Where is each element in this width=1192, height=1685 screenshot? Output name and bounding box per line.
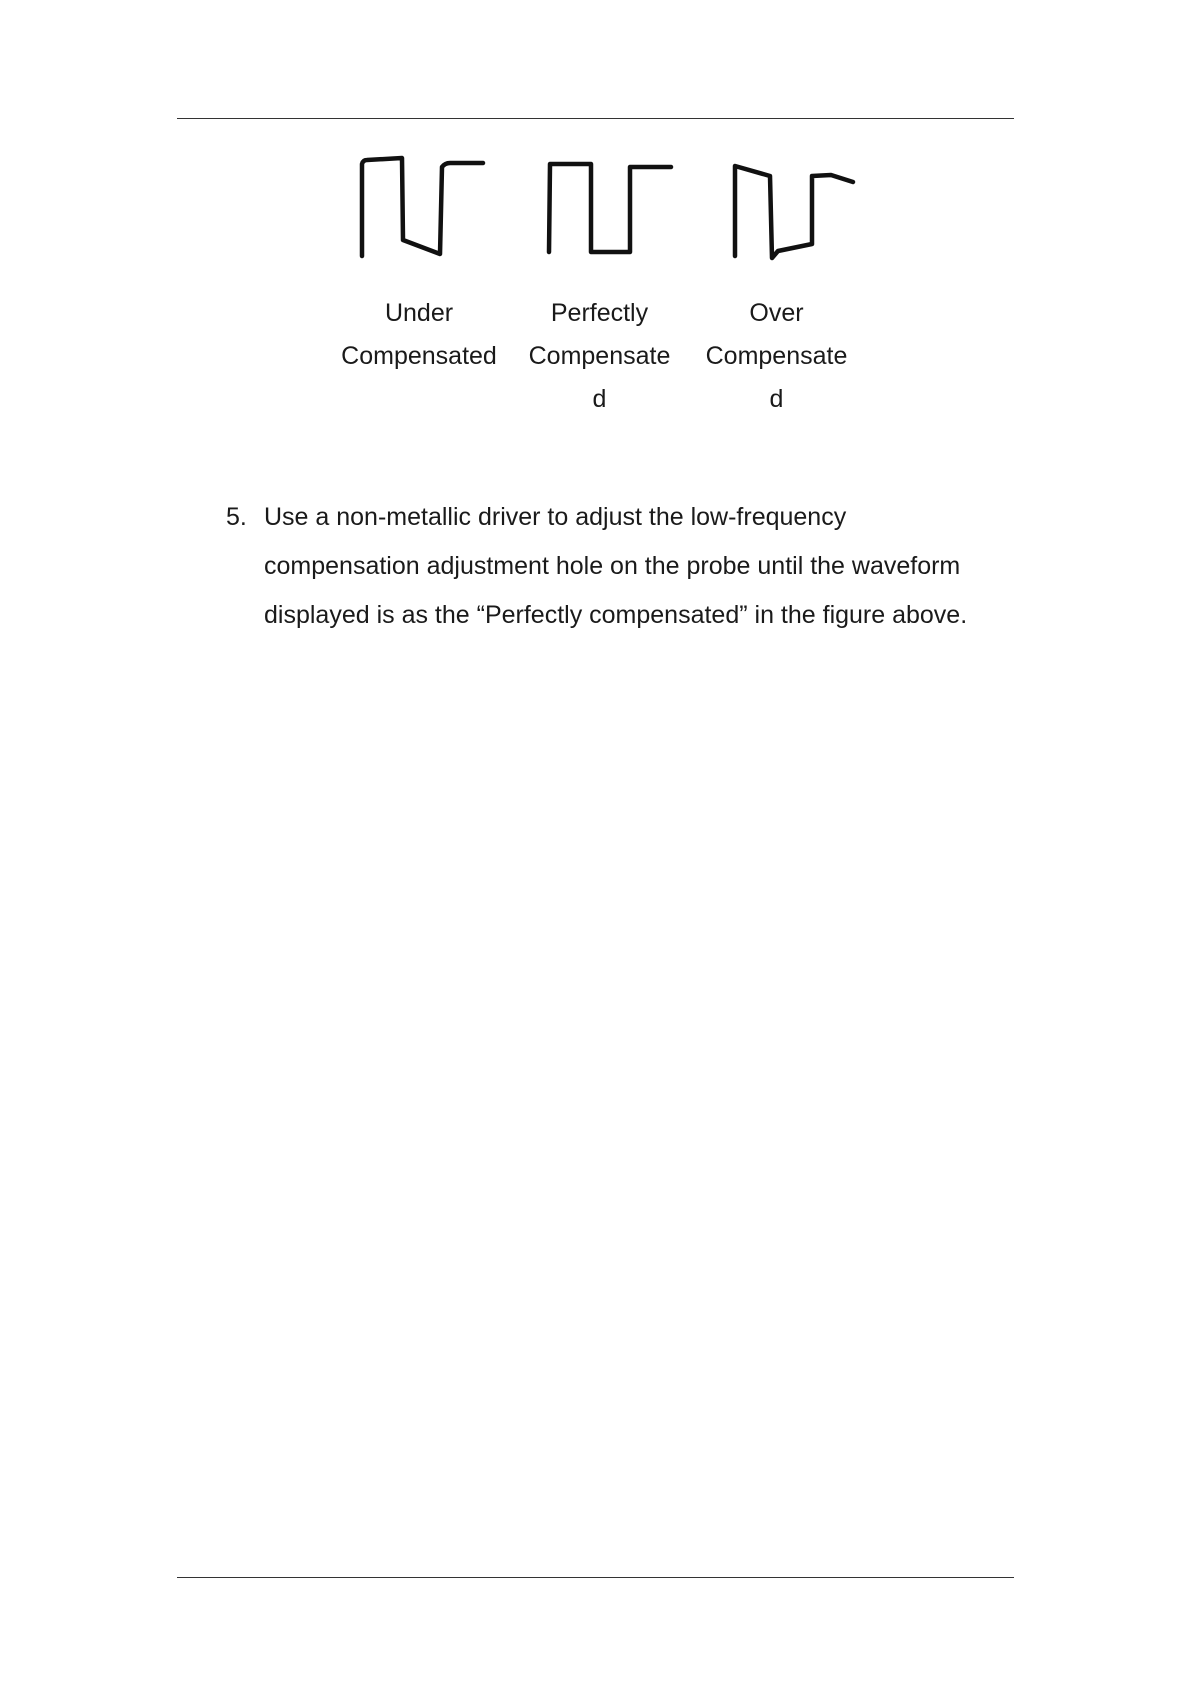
perfectly-compensated-caption: Perfectly Compensate d — [528, 299, 671, 413]
step-text: Use a non-metallic driver to adjust the low-frequency compensation adjustment hole on the probe until the waveform displayed is as the “Perfectly compensated” in the figure above. — [264, 503, 968, 629]
compensation-waveforms-figure — [0, 0, 1192, 300]
under-compensated-waveform — [362, 158, 483, 256]
under-compensated-caption: Under Compensated — [341, 299, 497, 370]
perfectly-compensated-waveform — [549, 164, 671, 252]
over-compensated-caption: Over Compensate d — [705, 299, 848, 413]
step-number: 5. — [226, 503, 247, 531]
footer-rule — [177, 1577, 1014, 1578]
over-compensated-waveform — [735, 166, 853, 258]
